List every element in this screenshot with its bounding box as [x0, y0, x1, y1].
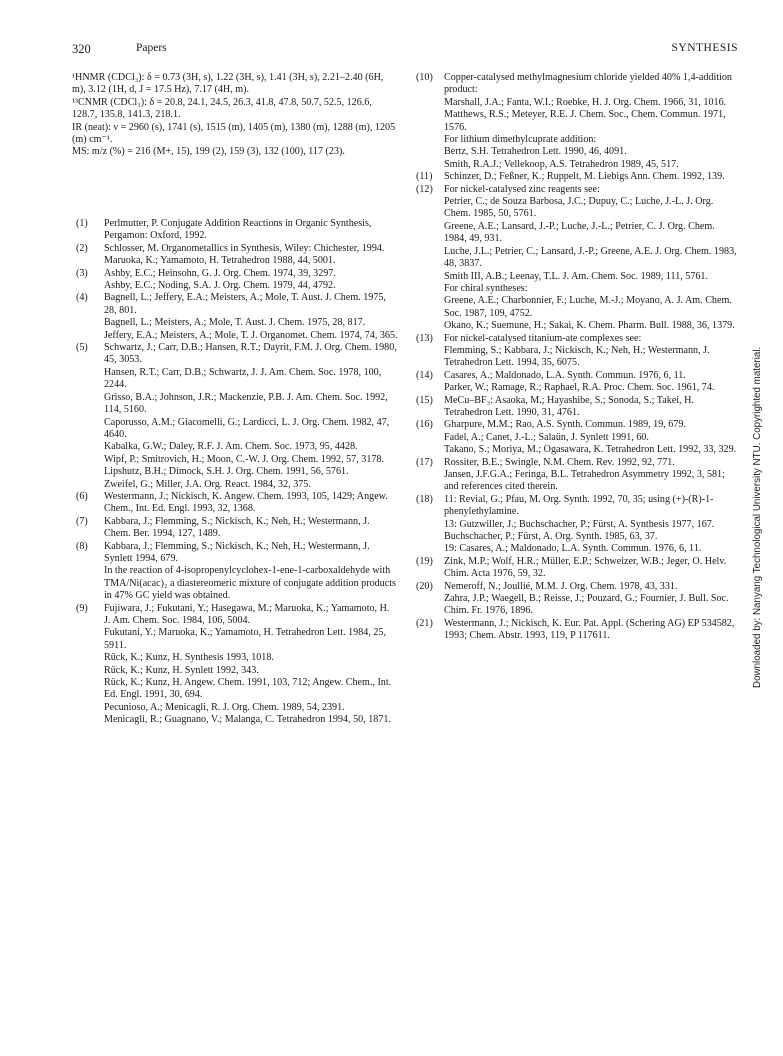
reference-line: Zink, M.P.; Wolf, H.R.; Müller, E.P.; Schweizer, W.B.; Jeger, O. Helv. Chim. Acta 1976, 59, 32. [444, 555, 727, 580]
reference-number: (20) [416, 580, 433, 592]
reference-line: Westermann, J.; Nickisch, K. Eur. Pat. Appl. (Schering AG) EP 534582, 1993; Chem. Abstr. 1993, 119, P 117611. [444, 617, 735, 642]
reference-line: Westermann, J.; Nickisch, K. Angew. Chem. 1993, 105, 1429; Angew. Chem., Int. Ed. Engl. 1993, 32, 1368. [104, 490, 388, 515]
reference-line: Okano, K.; Suemune, H.; Sakai, K. Chem. Pharm. Bull. 1988, 36, 1379. [444, 320, 735, 332]
reference-line: Kabbara, J.; Flemming, S.; Nickisch, K.; Neh, H.; Westermann, J. Chem. Ber. 1994, 127, 1489. [104, 515, 370, 540]
reference-line: Flemming, S.; Kabbara, J.; Nickisch, K.; Neh, H.; Westermann, J. Tetrahedron Lett. 1994, 35, 6075. [444, 344, 710, 369]
reference-line: For chiral syntheses: [444, 282, 528, 294]
reference-number: (2) [76, 242, 88, 254]
reference-line: Matthews, R.S.; Meteyer, R.E. J. Chem. Soc., Chem. Commun. 1971, 1576. [444, 109, 726, 133]
reference-item [72, 218, 398, 243]
reference-item [72, 516, 398, 541]
reference-line: Copper-catalysed methylmagnesium chloride yielded 40% 1,4-addition product: [444, 72, 732, 96]
reference-number: (6) [76, 490, 88, 502]
references-right [412, 72, 738, 643]
reference-line: For nickel-catalysed titanium-ate complexes see: [444, 332, 642, 344]
reference-number: (5) [76, 342, 88, 354]
reference-item [72, 342, 398, 491]
reference-number: (10) [416, 72, 433, 83]
reference-line: Greene, A.E.; Charbonnier, F.; Luche, M.-J.; Moyano, A. J. Am. Chem. Soc. 1987, 109, 4752. [444, 295, 732, 319]
download-note: Downloaded by: Nanyang Technological University NTU. Copyrighted material. [752, 346, 763, 688]
reference-line: Zweifel, G.; Miller, J.A. Org. React. 1984, 32, 375. [104, 478, 311, 490]
hnmr-data: ¹HNMR (CDCl₃): δ = 0.73 (3H, s), 1.22 (3H, s), 1.41 (3H, s), 2.21–2.40 (6H, m), 3.12 (1H, d, J = 17.5 Hz), 7.17 (4H, m). [72, 72, 384, 96]
reference-item [412, 333, 738, 370]
reference-line: Ashby, E.C.; Noding, S.A. J. Org. Chem. 1979, 44, 4792. [104, 280, 336, 292]
reference-line: Kabalka, G.W.; Daley, R.F. J. Am. Chem. Soc. 1973, 95, 4428. [104, 441, 358, 453]
reference-line: In the reaction of 4-isopropenylcyclohex-1-ene-1-carboxaldehyde with TMA/Ni(acac)₂ a diastereomeric mixture of conjugate addition products in 47% GC yield was obtained. [104, 565, 396, 602]
reference-item [412, 618, 738, 643]
reference-line: Wipf, P.; Smitrovich, H.; Moon, C.-W. J. Org. Chem. 1992, 57, 3178. [104, 453, 384, 465]
reference-line: Caporusso, A.M.; Giacomelli, G.; Lardicci, L. J. Org. Chem. 1982, 47, 4640. [104, 416, 390, 440]
reference-item [412, 494, 738, 556]
reference-line: Buchschacher, P.; Fürst, A. Org. Synth. 1985, 63, 37. [444, 531, 658, 543]
reference-item [412, 72, 738, 171]
reference-line: Casares, A.; Maldonado, L.A. Synth. Commun. 1976, 6, 11. [444, 369, 686, 381]
reference-line: Takano, S.; Moriya, M.; Ogasawara, K. Tetrahedron Lett. 1992, 33, 329. [444, 444, 737, 456]
reference-line: 13: Gutzwiller, J.; Buchschacher, P.; Fürst, A. Synthesis 1977, 167. [444, 518, 715, 530]
reference-item [412, 581, 738, 618]
ms-data: MS: m/z (%) = 216 (M+, 15), 199 (2), 159 (3), 132 (100), 117 (23). [72, 146, 345, 158]
reference-item [412, 395, 738, 420]
reference-line: Schlosser, M. Organometallics in Synthesis, Wiley: Chichester, 1994. [104, 242, 385, 254]
page-header [72, 42, 738, 58]
reference-number: (13) [416, 332, 433, 344]
reference-number: (11) [416, 171, 433, 183]
reference-line: Grisso, B.A.; Johnson, J.R.; Mackenzie, P.B. J. Am. Chem. Soc. 1992, 114, 5160. [104, 391, 388, 416]
reference-number: (8) [76, 540, 88, 552]
reference-line: Gharpure, M.M.; Rao, A.S. Synth. Commun. 1989, 19, 679. [444, 419, 686, 431]
reference-line: Rück, K.; Kunz, H. Synthesis 1993, 1018. [104, 652, 274, 664]
reference-line: Fadel, A.; Canet, J.-L.; Salaün, J. Synlett 1991, 60. [444, 431, 649, 443]
reference-item [72, 491, 398, 516]
reference-line: Rossiter, B.E.; Swingle, N.M. Chem. Rev. 1992, 92, 771. [444, 456, 675, 468]
reference-line: Menicagli, R.; Guagnano, V.; Malanga, C. Tetrahedron 1994, 50, 1871. [104, 714, 391, 726]
reference-item [72, 268, 398, 293]
reference-line: Petrier, C.; de Souza Barbosa, J.C.; Dupuy, C.; Luche, J.-L. J. Org. Chem. 1985, 50, 5761. [444, 196, 714, 220]
reference-number: (17) [416, 456, 433, 468]
reference-line: 11: Revial, G.; Pfau, M. Org. Synth. 1992, 70, 35; using (+)-(R)-1-phenylethylamine. [444, 493, 714, 518]
reference-line: Jeffery, E.A.; Meisters, A.; Mole, T. J. Organomet. Chem. 1974, 74, 365. [104, 329, 398, 341]
reference-line: Nemeroff, N.; Joullié, M.M. J. Org. Chem. 1978, 43, 331. [444, 580, 678, 592]
reference-line: Luche, J.L.; Petrier, C.; Lansard, J.-P.; Greene, A.E. J. Org. Chem. 1983, 48, 3837. [444, 245, 737, 270]
reference-line: Pecunioso, A.; Menicagli, R. J. Org. Chem. 1989, 54, 2391. [104, 701, 345, 713]
reference-line: Fukutani, Y.; Maruoka, K.; Yamamoto, H. Tetrahedron Lett. 1984, 25, 5911. [104, 627, 386, 651]
reference-line: Perlmutter, P. Conjugate Addition Reactions in Organic Synthesis, Pergamon: Oxford, 1992. [104, 218, 372, 242]
reference-line: Hansen, R.T.; Carr, D.B.; Schwartz, J. J. Am. Chem. Soc. 1978, 100, 2244. [104, 366, 382, 391]
reference-item [412, 171, 738, 183]
reference-number: (18) [416, 493, 433, 505]
reference-number: (19) [416, 555, 433, 567]
spectral-data [72, 72, 398, 159]
reference-line: Fujiwara, J.; Fukutani, Y.; Hasegawa, M.; Maruoka, K.; Yamamoto, H. J. Am. Chem. Soc. 1984, 106, 5004. [104, 602, 390, 626]
reference-line: Kabbara, J.; Flemming, S.; Nickisch, K.; Neh, H.; Westermann, J. Synlett 1994, 679. [104, 540, 370, 564]
reference-line: Smith III, A.B.; Leenay, T.L. J. Am. Chem. Soc. 1989, 111, 5761. [444, 270, 709, 282]
page-number: 320 [72, 42, 91, 56]
download-watermark [752, 338, 766, 688]
section-label: Papers [136, 42, 167, 54]
reference-line: Lipshutz, B.H.; Dimock, S.H. J. Org. Chem. 1991, 56, 5761. [104, 466, 349, 478]
reference-line: Rück, K.; Kunz, H. Synlett 1992, 343. [104, 664, 259, 676]
reference-item [412, 457, 738, 494]
reference-number: (1) [76, 218, 88, 229]
reference-number: (16) [416, 419, 433, 431]
reference-number: (3) [76, 267, 88, 279]
reference-item [72, 541, 398, 603]
reference-item [72, 292, 398, 342]
reference-line: Ashby, E.C.; Heinsohn, G. J. Org. Chem. 1974, 39, 3297. [104, 267, 336, 279]
reference-line: Marshall, J.A.; Fanta, W.I.; Roebke, H. J. Org. Chem. 1966, 31, 1016. [444, 96, 727, 108]
reference-line: Smith, R.A.J.; Vellekoop, A.S. Tetrahedron 1989, 45, 517. [444, 158, 679, 170]
reference-line: Parker, W.; Ramage, R.; Raphael, R.A. Proc. Chem. Soc. 1961, 74. [444, 382, 715, 394]
reference-number: (12) [416, 183, 433, 195]
reference-line: Bertz, S.H. Tetrahedron Lett. 1990, 46, 4091. [444, 146, 627, 158]
reference-number: (9) [76, 602, 88, 614]
reference-line: Greene, A.E.; Lansard, J.-P.; Luche, J.-L.; Petrier, C. J. Org. Chem. 1984, 49, 931. [444, 220, 715, 245]
ir-data: IR (neat): ν = 2960 (s), 1741 (s), 1515 (m), 1405 (m), 1380 (m), 1288 (m), 1205 (m) cm⁻¹. [72, 121, 396, 146]
journal-name: SYNTHESIS [671, 42, 738, 54]
reference-item [412, 184, 738, 333]
reference-number: (15) [416, 394, 433, 406]
reference-item [72, 603, 398, 727]
reference-item [412, 419, 738, 456]
cnmr-data: ¹³CNMR (CDCl₃): δ = 20.8, 24.1, 24.5, 26.3, 41.8, 47.8, 50.7, 52.5, 126.6, 128.7, 135.8, 141.3, 218.1. [72, 96, 372, 121]
reference-number: (4) [76, 292, 88, 304]
reference-line: For lithium dimethylcuprate addition: [444, 134, 597, 146]
reference-line: Schwartz, J.; Carr, D.B.; Hansen, R.T.; Dayrit, F.M. J. Org. Chem. 1980, 45, 3053. [104, 342, 397, 366]
reference-number: (14) [416, 369, 433, 381]
reference-line: MeCu–BF₃: Asaoka, M.; Hayashibe, S.; Sonoda, S.; Takei, H. Tetrahedron Lett. 1990, 31, 4761. [444, 394, 694, 418]
reference-line: Schinzer, D.; Feßner, K.; Ruppelt, M. Liebigs Ann. Chem. 1992, 139. [444, 171, 725, 183]
reference-line: For nickel-catalysed zinc reagents see: [444, 183, 600, 195]
references-left [72, 218, 398, 727]
left-column [72, 72, 398, 726]
reference-number: (7) [76, 515, 88, 527]
reference-line: Maruoka, K.; Yamamoto, H. Tetrahedron 1988, 44, 5001. [104, 255, 336, 267]
reference-line: Bagnell, L.; Jeffery, E.A.; Meisters, A.; Mole, T. Aust. J. Chem. 1975, 28, 801. [104, 292, 386, 316]
reference-line: Zahra, J.P.; Waegell, B.; Reisse, J.; Pouzard, G.; Fournier, J. Bull. Soc. Chim. Fr. 1976, 1896. [444, 593, 729, 617]
reference-line: Jansen, J.F.G.A.; Feringa, B.L. Tetrahedron Asymmetry 1992, 3, 581; and references cited therein. [444, 469, 725, 493]
reference-line: 19: Casares, A.; Maldonado, L.A. Synth. Commun. 1976, 6, 11. [444, 543, 702, 555]
reference-item [412, 556, 738, 581]
reference-line: Bagnell, L.; Meisters, A.; Mole, T. Aust. J. Chem. 1975, 28, 817. [104, 317, 366, 329]
reference-item [412, 370, 738, 395]
reference-line: Rück, K.; Kunz, H. Angew. Chem. 1991, 103, 712; Angew. Chem., Int. Ed. Engl. 1991, 30, 694. [104, 677, 392, 701]
reference-item [72, 243, 398, 268]
reference-number: (21) [416, 617, 433, 629]
